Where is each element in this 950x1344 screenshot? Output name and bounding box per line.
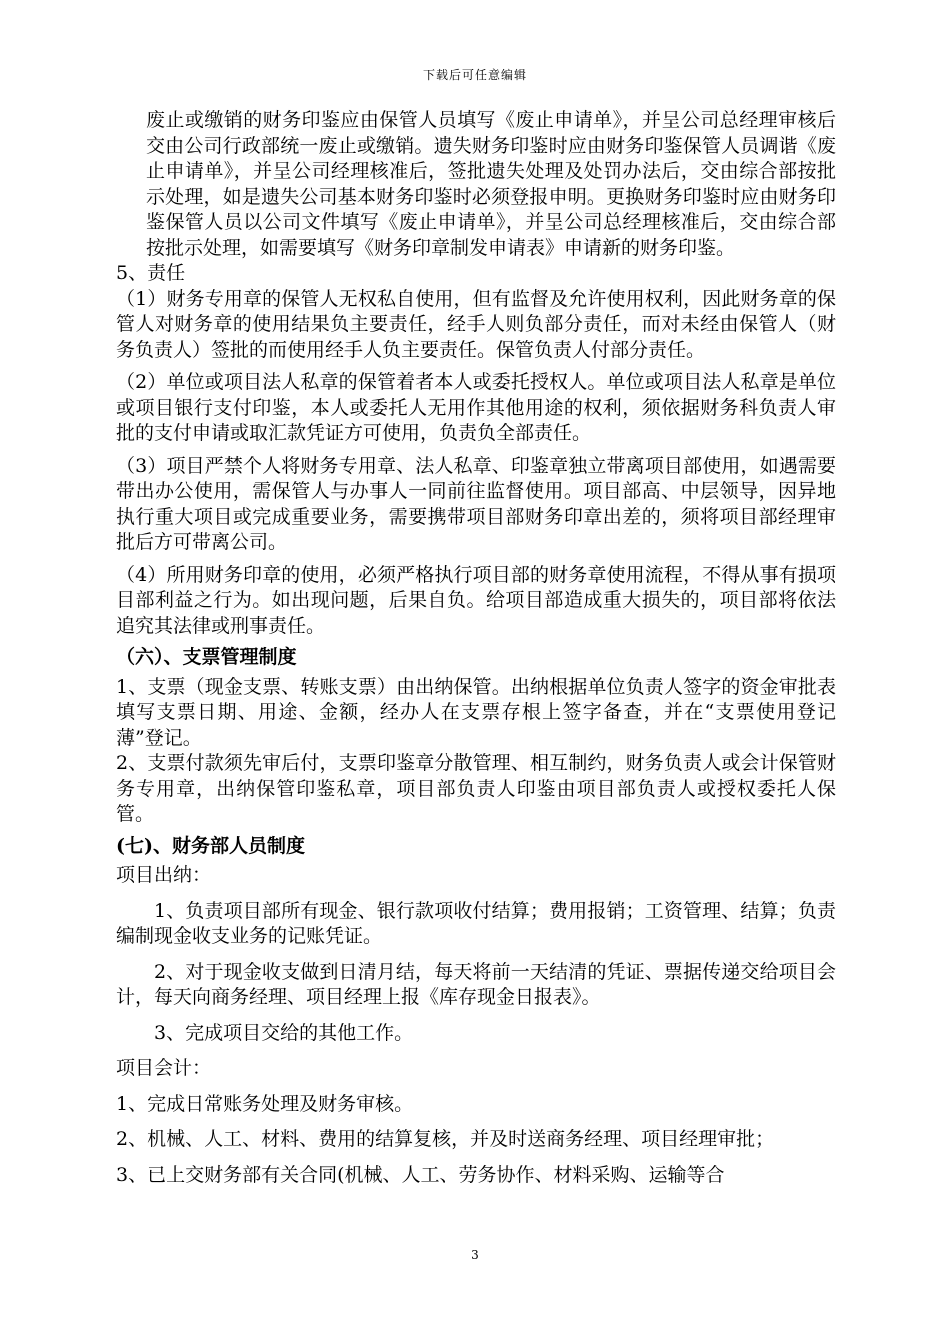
paragraph-responsibility-1: （1）财务专用章的保管人无权私自使用，但有监督及允许使用权利，因此财务章的保管人对财务章的使用结果负主要责任，经手人则负部分责任，而对未经由保管人（财务负责人）签批的而使用经手人负主要责任。保管负责人付部分责任。 xyxy=(116,287,836,361)
paragraph-seal-abolition: 废止或缴销的财务印鉴应由保管人员填写《废止申请单》，并呈公司总经理审核后交由公司行政部统一废止或缴销。遗失财务印鉴时应由财务印鉴保管人员调谐《废止申请单》，并呈公司经理核准后，签批遗失处理及处罚办法后，交由综合部按批示处理，如是遗失公司基本财务印鉴时必须登报申明。更换财务印鉴时应由财务印鉴保管人员以公司文件填写《废止申请单》，并呈公司总经理核准后，交由综合部按批示处理，如需要填写《财务印章制发申请表》申请新的财务印鉴。 xyxy=(146,109,836,259)
paragraph-check-1: 1、支票（现金支票、转账支票）由出纳保管。出纳根据单位负责人签字的资金审批表填写支票日期、用途、金额，经办人在支票存根上签字备查，并在“支票使用登记薄”登记。 xyxy=(116,675,836,749)
paragraph-accountant-2: 2、机械、人工、材料、费用的结算复核，并及时送商务经理、项目经理审批； xyxy=(116,1128,775,1150)
paragraph-check-2: 2、支票付款须先审后付，支票印鉴章分散管理、相互制约，财务负责人或会计保管财务专用章，出纳保管印鉴私章，项目部负责人印鉴由项目部负责人或授权委托人保管。 xyxy=(116,752,836,825)
page-header: 下载后可任意编辑 xyxy=(422,68,527,82)
paragraph-accountant-3: 3、已上交财务部有关合同(机械、人工、劳务协作、材料采购、运输等合 xyxy=(116,1163,725,1186)
label-accountant: 项目会计： xyxy=(116,1057,212,1079)
paragraph-accountant-1: 1、完成日常账务处理及财务审核。 xyxy=(116,1092,414,1115)
paragraph-cashier-1: 1、负责项目部所有现金、银行款项收付结算；费用报销；工资管理、结算；负责编制现金收支业务的记账凭证。 xyxy=(116,899,836,947)
label-cashier: 项目出纳： xyxy=(116,864,212,886)
section-heading-responsibility: 5、责任 xyxy=(116,262,186,284)
page-number: 3 xyxy=(471,1248,479,1262)
heading-finance-staff: (七)、财务部人员制度 xyxy=(116,834,305,857)
paragraph-responsibility-2: （2）单位或项目法人私章的保管着者本人或委托授权人。单位或项目法人私章是单位或项目银行支付印鉴，本人或委托人无用作其他用途的权利，须依据财务科负责人审批的支付申请或取汇款凭证方可使用，负责负全部责任。 xyxy=(116,371,836,444)
document-body xyxy=(116,108,836,1188)
paragraph-responsibility-4: （4）所用财务印章的使用，必须严格执行项目部的财务章使用流程，不得从事有损项目部利益之行为。如出现问题，后果自负。给项目部造成重大损失的，项目部将依法追究其法律或刑事责任。 xyxy=(116,563,836,637)
paragraph-responsibility-3: （3）项目严禁个人将财务专用章、法人私章、印鉴章独立带离项目部使用，如遇需要带出办公使用，需保管人与办事人一同前往监督使用。项目部高、中层领导，因异地执行重大项目或完成重要业务，需要携带项目部财务印章出差的，须将项目部经理审批后方可带离公司。 xyxy=(116,454,836,553)
paragraph-cashier-3: 3、完成项目交给的其他工作。 xyxy=(154,1021,414,1044)
heading-check-management: （六）、支票管理制度 xyxy=(116,646,297,668)
paragraph-cashier-2: 2、对于现金收支做到日清月结，每天将前一天结清的凭证、票据传递交给项目会计，每天向商务经理、项目经理上报《库存现金日报表》。 xyxy=(116,960,836,1008)
